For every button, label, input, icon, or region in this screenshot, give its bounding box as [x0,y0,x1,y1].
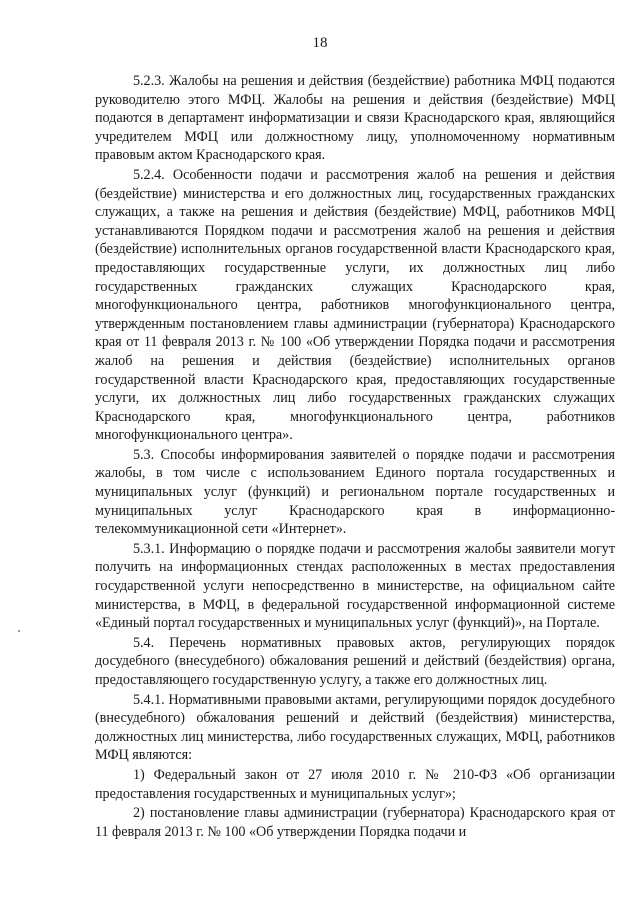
list-item-1: 1) Федеральный закон от 27 июля 2010 г. № 210-ФЗ «Об организации предоставления государственных и муниципальных услуг»; [95,766,615,802]
scan-speck [18,630,20,632]
paragraph-5-4: 5.4. Перечень нормативных правовых актов, регулирующих порядок досудебного (внесудебного) обжалования решений и действий (бездействия) органа, предоставляющего государственную услугу, а также его должностных лиц. [95,634,615,688]
document-body [95,72,615,841]
paragraph-5-3: 5.3. Способы информирования заявителей о порядке подачи и рассмотрения жалобы, в том числе с использованием Единого портала государственных и муниципальных услуг (функций) и региональном портале государственных и муниципальных услуг Краснодарского края в информационно-телекоммуникационной сети «Интернет». [95,446,615,538]
list-item-2: 2) постановление главы администрации (губернатора) Краснодарского края от 11 февраля 2013 г. № 100 «Об утверждении Порядка подачи и [95,805,615,840]
paragraph-5-2-4: 5.2.4. Особенности подачи и рассмотрения жалоб на решения и действия (бездействие) министерства и его должностных лиц, государственных гражданских служащих, а также на решения и действия (бездействие) МФЦ, работников МФЦ устанавливаются Порядком подачи и рассмотрения жалоб на решения и действия (бездействие) исполнительных органов государственной власти Краснодарского края, предоставляющих государственные услуги, их должностных лиц либо государственных гражданских служащих Краснодарского края, многофункционального центра, работников многофункционального центра, утвержденным постановлением главы администрации (губернатора) Краснодарского края от 11 февраля 2013 г. № 100 «Об утверждении Порядка подачи и рассмотрения жалоб на решения и действия (бездействие) исполнительных органов государственной власти Краснодарского края, предоставляющих государственные услуги, их должностных лиц либо государственных гражданских служащих Краснодарского края, многофункционального центра, работников многофункционального центра». [95,166,615,444]
paragraph-5-4-1: 5.4.1. Нормативными правовыми актами, регулирующими порядок досудебного (внесудебного) обжалования решений и действий (бездействия) министерства, должностных лиц министерства, либо государственных служащих, МФЦ, работников МФЦ являются: [95,691,615,764]
paragraph-5-2-3: 5.2.3. Жалобы на решения и действия (бездействие) работника МФЦ подаются руководителю этого МФЦ. Жалобы на решения и действия (бездействие) МФЦ подаются в департамент информатизации и связи Краснодарского края, являющийся учредителем МФЦ или должностному лицу, уполномоченному нормативным правовым актом Краснодарского края. [95,73,615,164]
paragraph-5-3-1: 5.3.1. Информацию о порядке подачи и рассмотрения жалобы заявители могут получить на информационных стендах расположенных в местах предоставления государственной услуги непосредственно в министерстве, на официальном сайте министерства, в МФЦ, в федеральной государственной информационной системе «Единый портал государственных и муниципальных услуг (функций)», на Портале. [95,540,615,632]
page-number: 18 [312,35,328,51]
